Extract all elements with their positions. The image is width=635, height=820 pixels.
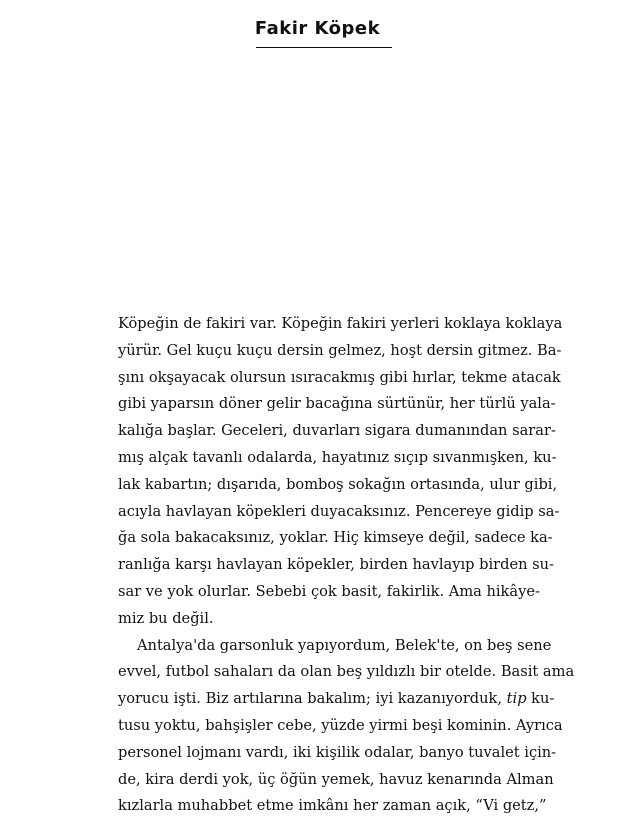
text-line: ğa sola bakacaksınız, yoklar. Hiç kimseye değil, sadece ka- xyxy=(118,529,553,547)
text-line: Antalya'da garsonluk yapıyordum, Belek'te, on beş sene xyxy=(137,636,552,654)
text-line: kızlarla muhabbet etme imkânı her zaman açık, “Vi getz,” xyxy=(118,797,547,815)
body-text xyxy=(118,311,575,820)
paragraph xyxy=(118,633,575,820)
text-line: ranlığa karşı havlayan köpekler, birden havlayıp birden su- xyxy=(118,556,554,574)
title-underline xyxy=(256,47,392,48)
text-line: yürür. Gel kuçu kuçu dersin gelmez, hoşt dersin gitmez. Ba- xyxy=(118,341,562,359)
text-line: sar ve yok olurlar. Sebebi çok basit, fakirlik. Ama hikâye- xyxy=(118,582,540,600)
text-line: şını okşayacak olursun ısıracakmış gibi hırlar, tekme atacak xyxy=(118,368,561,386)
paragraph xyxy=(118,311,563,633)
text-line: mış alçak tavanlı odalarda, hayatınız sıçıp sıvanmışken, ku- xyxy=(118,448,557,466)
text-line: acıyla havlayan köpekleri duyacaksınız. Pencereye gidip sa- xyxy=(118,502,560,520)
italic-word: tip xyxy=(506,690,527,708)
text-line: evvel, futbol sahaları da olan beş yıldızlı bir otelde. Basit ama xyxy=(118,663,575,681)
text-line: miz bu değil. xyxy=(118,609,214,627)
text-line: yorucu işti. Biz artılarına bakalım; iyi kazanıyorduk, tip ku- xyxy=(118,690,555,708)
chapter-title: Fakir Köpek xyxy=(254,18,381,39)
text-line: tusu yoktu, bahşişler cebe, yüzde yirmi beşi kominin. Ayrıca xyxy=(118,716,563,734)
text-line: de, kira derdi yok, üç öğün yemek, havuz kenarında Alman xyxy=(118,770,554,788)
text-line: Köpeğin de fakiri var. Köpeğin fakiri yerleri koklaya koklaya xyxy=(118,315,563,332)
text-line: kalığa başlar. Geceleri, duvarları sigara dumanından sarar- xyxy=(118,422,556,440)
text-line: lak kabartın; dışarıda, bomboş sokağın ortasında, ulur gibi, xyxy=(118,475,558,493)
text-line: gibi yaparsın döner gelir bacağına sürtünür, her türlü yala- xyxy=(118,395,556,413)
text-line: personel lojmanı vardı, iki kişilik odalar, banyo tuvalet için- xyxy=(118,743,557,761)
